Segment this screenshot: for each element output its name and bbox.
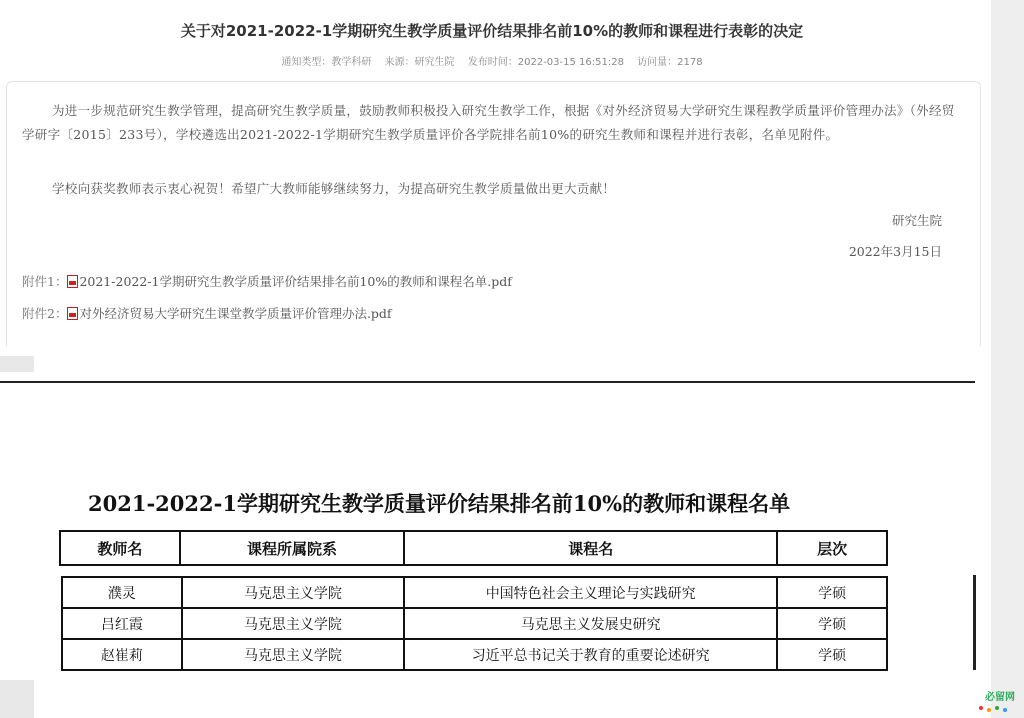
watermark-dot [979,706,983,710]
attachment-link-2[interactable]: 对外经济贸易大学研究生课堂教学质量评价管理办法.pdf [79,306,392,321]
list-table-header [59,530,888,566]
header-teacher: 教师名 [60,531,180,565]
attachment-1 [22,272,512,290]
watermark-dot [987,708,991,712]
meta-published: 发布时间：2022-03-15 16:51:28 [467,57,624,68]
attachment-link-1[interactable]: 2021-2022-1学期研究生教学质量评价结果排名前10%的教师和课程名单.pdf [79,274,512,289]
vertical-scrollbar[interactable] [973,575,976,670]
cell-teacher: 吕红霞 [62,608,182,639]
header-department: 课程所属院系 [180,531,404,565]
cell-teacher: 濮灵 [62,577,182,608]
attachment-2 [22,304,392,322]
cell-level: 学硕 [777,577,887,608]
table-header-row [60,531,887,565]
cell-department: 马克思主义学院 [182,608,404,639]
attachment-label: 附件1： [22,274,68,289]
cell-teacher: 赵崔莉 [62,639,182,670]
pdf-icon [67,275,78,288]
meta-type: 通知类型：教学科研 [281,57,372,68]
table-row [62,577,887,608]
cell-department: 马克思主义学院 [182,577,404,608]
notice-date: 2022年3月15日 [848,244,942,259]
cell-department: 马克思主义学院 [182,639,404,670]
notice-paragraph-2: 学校向获奖教师表示衷心祝贺！希望广大教师能够继续努力，为提高研究生教学质量做出更大贡献！ [52,181,616,196]
watermark-dot [1003,708,1007,712]
header-course: 课程名 [404,531,777,565]
watermark-logo [975,686,1022,716]
cell-level: 学硕 [777,608,887,639]
header-level: 层次 [777,531,887,565]
table-row [62,639,887,670]
watermark-dot [995,706,999,710]
table-row [62,608,887,639]
notice-signature: 研究生院 [891,213,942,228]
attachment-label: 附件2： [22,306,68,321]
pdf-icon [67,307,78,320]
notice-title: 关于对2021-2022-1学期研究生教学质量评价结果排名前10%的教师和课程进行表彰的决定 [180,22,804,40]
meta-views: 访问量：2178 [637,57,703,68]
list-table-body [61,576,888,671]
watermark-text: 必留网 [985,692,1015,703]
list-title: 2021-2022-1学期研究生教学质量评价结果排名前10%的教师和课程名单 [88,491,791,516]
page-gap-marker [0,680,34,718]
page-divider [0,381,975,383]
notice-paragraph-1: 为进一步规范研究生教学管理，提高研究生教学质量，鼓励教师积极投入研究生教学工作，根据《对外经济贸易大学研究生课程教学质量评价管理办法》（外经贸学研字〔2015〕233号），学校遴选出2021-2022-1学期研究生教学质量评价各学院排名前10%的研究生教师和课程并进行表彰，名单见附件。 [22,103,955,142]
cell-course: 习近平总书记关于教育的重要论述研究 [404,639,777,670]
page-gap-marker [0,356,34,372]
cell-course: 中国特色社会主义理论与实践研究 [404,577,777,608]
cell-level: 学硕 [777,639,887,670]
cell-course: 马克思主义发展史研究 [404,608,777,639]
right-scroll-gutter [991,0,1024,718]
notice-meta [0,53,984,68]
meta-source: 来源：研究生院 [384,57,455,68]
